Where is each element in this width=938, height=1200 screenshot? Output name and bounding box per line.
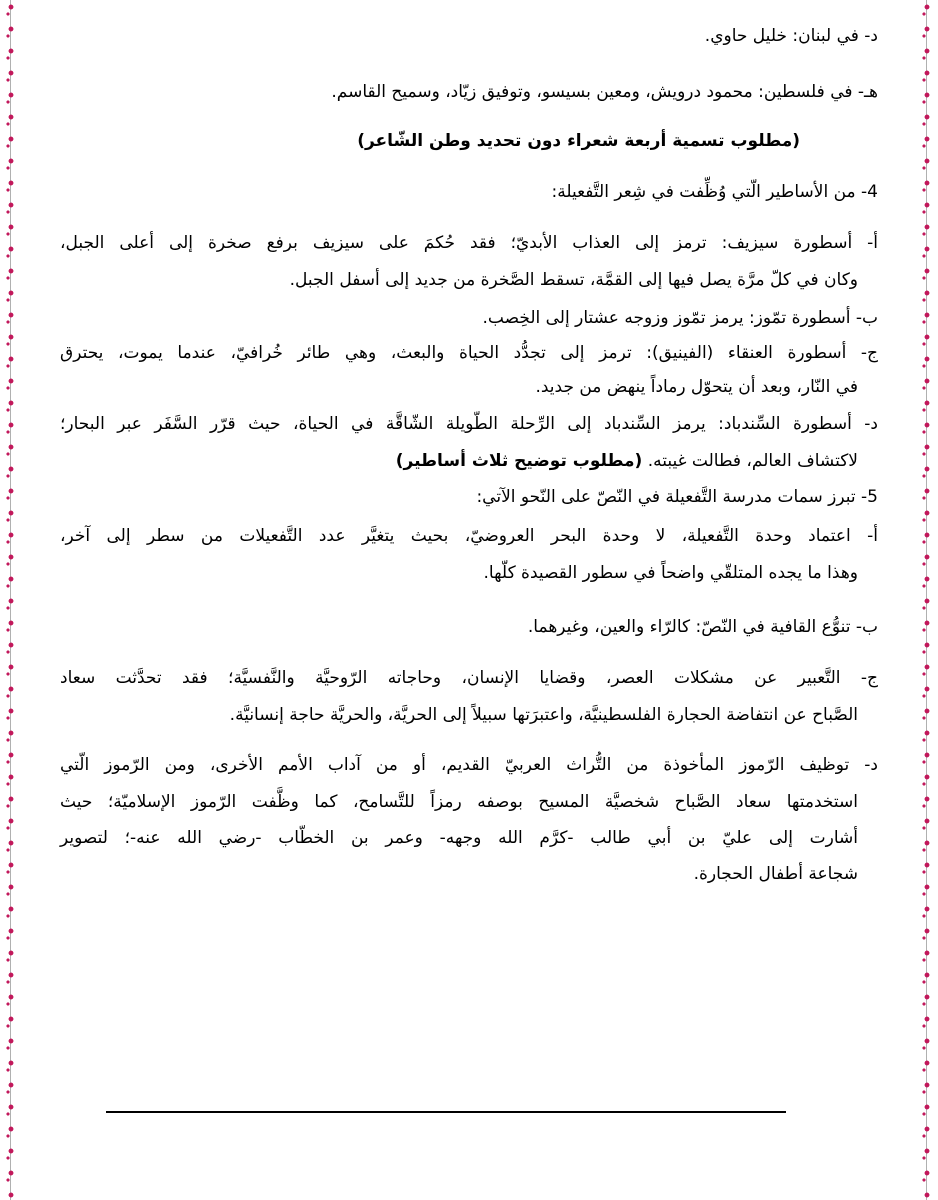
text-line: استخدمتها سعاد الصَّباح شخصيَّة المسيح بوصفه رمزاً للتَّسامح، كما وظَّفت الرّموز الإسلاميّة؛ حيث (60, 792, 858, 812)
text-line: د- في لبنان: خليل حاوي. (704, 26, 878, 46)
text-line: ج- أسطورة العنقاء (الفينيق): ترمز إلى تجدُّد الحياة والبعث، وهي طائر خُرافيّ، عندما يموت، يحترق (60, 343, 878, 363)
text-line: ب- تنوُّع القافية في النّصّ: كالرّاء والعين، وغيرهما. (527, 617, 878, 637)
text-line: وكان في كلّ مرَّة يصل فيها إلى القمَّة، تسقط الصَّخرة من جديد إلى أسفل الجبل. (289, 270, 858, 290)
decorative-border-right (920, 0, 934, 1200)
text-line: أ- أسطورة سيزيف: ترمز إلى العذاب الأبديّ؛ فقد حُكمَ على سيزيف برفع صخرة إلى أعلى الجبل، (60, 233, 878, 253)
text-line: هـ- في فلسطين: محمود درويش، ومعين بسيسو، وتوفيق زيّاد، وسميح القاسم. (331, 82, 878, 102)
text-line: أشارت إلى عليّ بن أبي طالب -كرَّم الله وجهه- وعمر بن الخطّاب -رضي الله عنه-؛ لتصوير (60, 828, 858, 848)
text-line: ج- التَّعبير عن مشكلات العصر، وقضايا الإنسان، وحاجاته الرّوحيَّة والنَّفسيَّة؛ فقد تحدَّثت سعاد (60, 668, 878, 688)
decorative-border-left (4, 0, 18, 1200)
text-line: وهذا ما يجده المتلقّي واضحاً في سطور القصيدة كلّها. (483, 563, 858, 583)
requirement-note: (مطلوب توضيح ثلاث أساطير) (395, 451, 643, 471)
text-line: الصَّباح عن انتفاضة الحجارة الفلسطينيَّة، واعتبرَتها سبيلاً إلى الحريَّة، والحريَّة حاجة إنسانيَّة. (229, 705, 858, 725)
document-page (60, 0, 878, 1200)
text-line: أ- اعتماد وحدة التَّفعيلة، لا وحدة البحر العروضيّ، بحيث يتغيَّر عدد التَّفعيلات من سطر إلى آخر، (60, 526, 878, 546)
requirement-note: (مطلوب تسمية أربعة شعراء دون تحديد وطن الشّاعر) (357, 131, 800, 151)
text-line: في النّار، وبعد أن يتحوّل رماداً ينهض من جديد. (535, 377, 858, 397)
text-line (60, 451, 858, 471)
text-span: لاكتشاف العالم، فطالت غيبته. (647, 451, 858, 471)
text-line: د- أسطورة السِّندباد: يرمز السِّندباد إلى الرِّحلة الطّويلة الشّاقَّة في الحياة، حيث قرّر السَّفَر عبر البحار؛ (60, 414, 878, 434)
text-line: د- توظيف الرّموز المأخوذة من التُّراث العربيّ القديم، أو من آداب الأمم الأخرى، ومن الرّموز الّتي (60, 755, 878, 775)
text-line: شجاعة أطفال الحجارة. (693, 864, 858, 884)
footer-rule (106, 1111, 786, 1113)
text-line: ب- أسطورة تمّوز: يرمز تمّوز وزوجه عشتار إلى الخِصب. (482, 308, 878, 328)
section-heading: 5- تبرز سمات مدرسة التَّفعيلة في النّصّ على النّحو الآتي: (476, 487, 878, 507)
section-heading: 4- من الأساطير الّتي وُظِّفت في شِعر التَّفعيلة: (551, 182, 878, 202)
